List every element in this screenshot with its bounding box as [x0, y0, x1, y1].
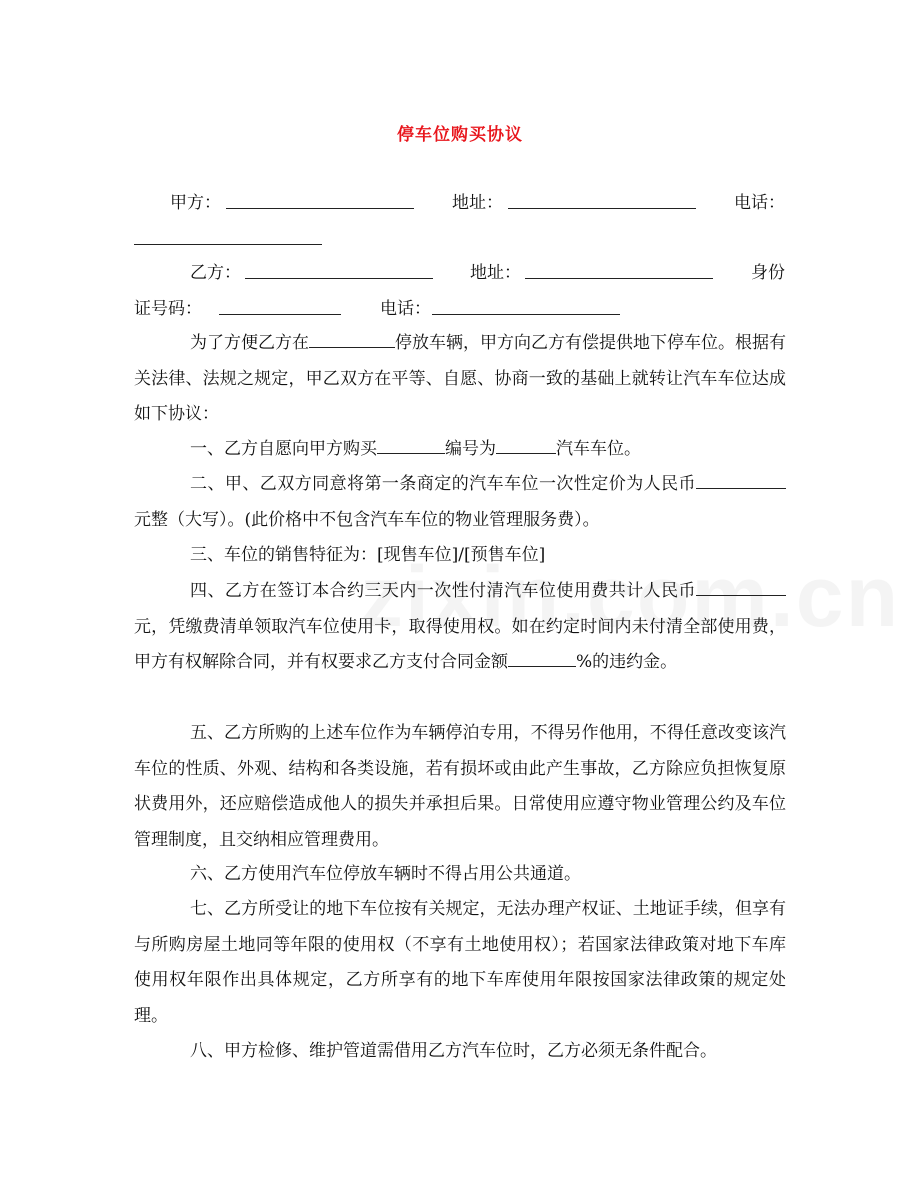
party-a-name-blank: [226, 192, 414, 209]
party-b-address-blank: [525, 262, 713, 279]
party-b-phone-blank: [432, 298, 620, 315]
party-a-phone-label: 电话：: [734, 193, 785, 213]
clause-4: 四、乙方在签订本合约三天内一次性付清汽车位使用费共计人民币元，凭缴费清单领取汽车位使用卡，取得使用权。如在约定时间内未付清全部使用费，甲方有权解除合同，并有权要求乙方支付合同金额 %的违约金。: [134, 581, 786, 672]
clause-3: 三、车位的销售特征为：[现售车位]/[预售车位]: [190, 545, 546, 565]
party-b-id-label-1: 身份: [751, 263, 785, 283]
preamble: 为了方便乙方在 停放车辆，甲方向乙方有偿提供地下停车位。根据有关法律、法规之规定，甲乙双方在平等、自愿、协商一致的基础上就转让汽车车位达成如下协议：: [134, 333, 786, 424]
party-a-label: 甲方：: [170, 193, 221, 213]
party-a-address-blank: [508, 192, 696, 209]
clause-8: 八、甲方检修、维护管道需借用乙方汽车位时，乙方必须无条件配合。: [190, 1041, 717, 1061]
party-a-phone-blank: [134, 228, 322, 245]
party-b-address-label: 地址：: [470, 263, 521, 283]
party-b-id-blank: [219, 298, 341, 315]
party-b-phone-label: 电话：: [380, 299, 431, 319]
party-b-id-label-2: 证号码：: [134, 299, 202, 319]
party-b-label: 乙方：: [190, 263, 241, 283]
clause-6: 六、乙方使用汽车位停放车辆时不得占用公共通道。: [190, 864, 581, 884]
document-title: 停车位购买协议: [397, 125, 523, 145]
clause-7: 七、乙方所受让的地下车位按有关规定，无法办理产权证、土地证手续，但享有与所购房屋土地同等年限的使用权（不享有土地使用权）；若国家法律政策对地下车库使用权年限作出具体规定，乙方所享有的地下车库使用年限按国家法律政策的规定处理。: [134, 899, 786, 1026]
location-blank: [309, 331, 395, 348]
clause-2: 二、甲、乙双方同意将第一条商定的汽车车位一次性定价为人民币元整（大写）。(此价格中不包含汽车车位的物业管理服务费）。: [134, 467, 786, 538]
party-a-address-label: 地址：: [452, 193, 503, 213]
clause-5: 五、乙方所购的上述车位作为车辆停泊专用，不得另作他用，不得任意改变该汽车位的性质、外观、结构和各类设施，若有损坏或由此产生事故，乙方除应负担恢复原状费用外，还应赔偿造成他人的损失并承担后果。日常使用应遵守物业管理公约及车位管理制度，且交纳相应管理费用。: [134, 723, 786, 850]
party-b-name-blank: [245, 262, 433, 279]
clause-1: 一、乙方自愿向甲方购买 编号为 汽车车位。: [190, 439, 641, 459]
